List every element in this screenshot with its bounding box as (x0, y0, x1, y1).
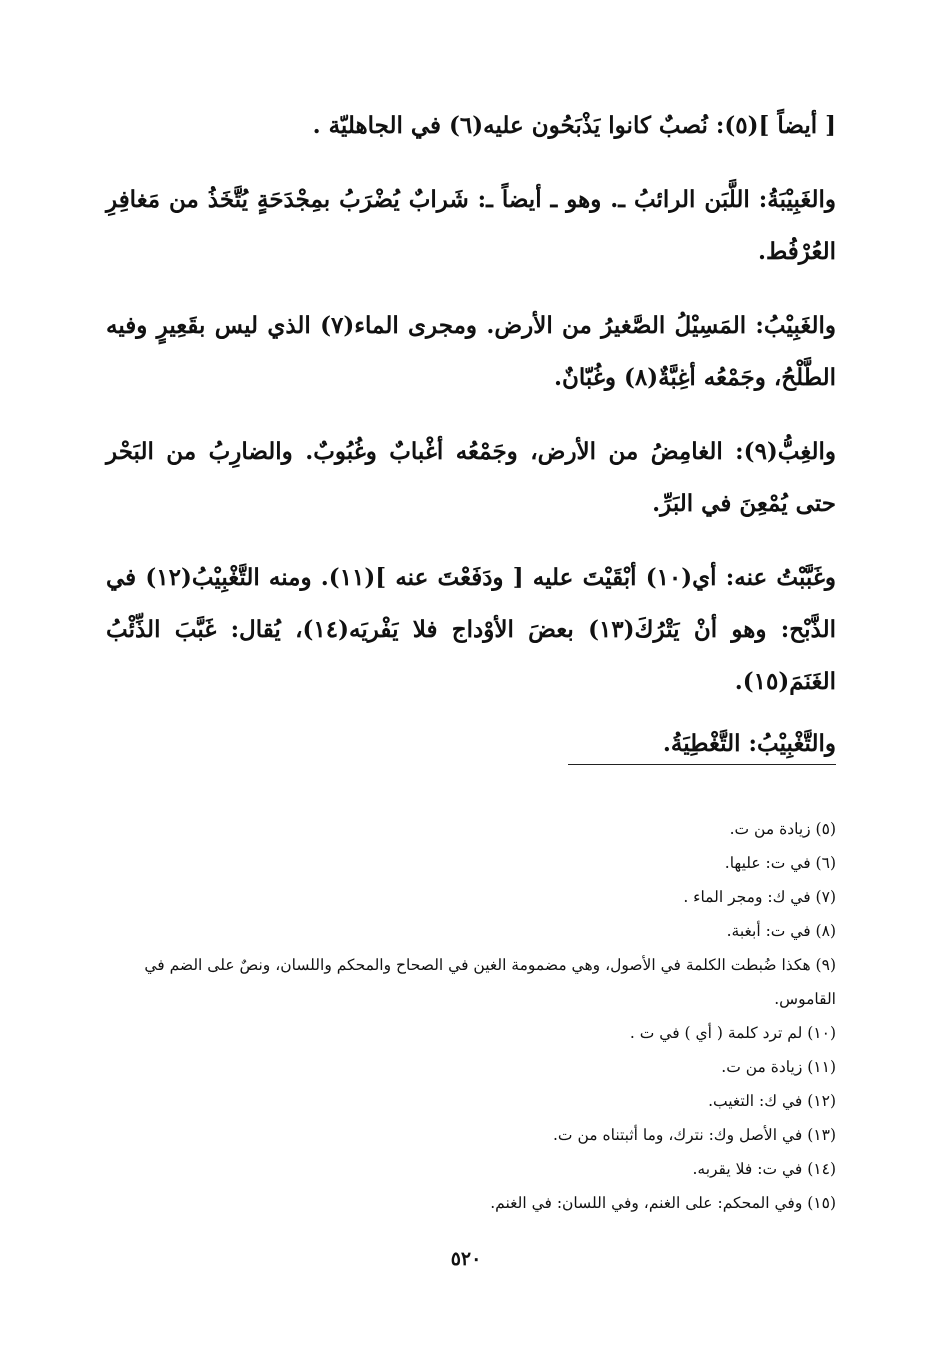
paragraph-5: وغَبَّبْتُ عنه: أي(١٠) أبْقَيْتَ عليه [ ودَفَعْتَ عنه ](١١). ومنه التَّغْبِيْبُ(١٢) في الذَّبْح: وهو أنْ يَتْرُكَ(١٣) بعضَ الأوْداج فلا يَفْريَه(١٤)، يُقال: غَبَّبَ الذِّئْبُ الغَنَمَ(١٥). (106, 564, 837, 695)
main-text (106, 100, 836, 792)
footnote-6: (٦) في ت: عليها. (724, 854, 836, 872)
footnote-12: (١٢) في ك: التغيب. (708, 1092, 836, 1110)
footnote-13: (١٣) في الأصل وك: نترك، وما أثبتناه من ت. (553, 1126, 836, 1144)
paragraph-4: والغِبُّ(٩): الغامِضُ من الأرض، وجَمْعُه أغْبابٌ وغُبُوبٌ. والضارِبُ من البَحْر حتى يُمْعِنَ في البَرِّ. (106, 438, 836, 517)
footnote-5: (٥) زيادة من ت. (729, 820, 836, 838)
footnotes (106, 812, 836, 1220)
footnote-15: (١٥) وفي المحكم: على الغنم، وفي اللسان: في الغنم. (490, 1194, 836, 1212)
paragraph-6: والتَّغْبِيْبُ: التَّغْطِيَةُ. (662, 730, 836, 757)
footnote-14: (١٤) في ت: فلا يقربه. (692, 1160, 836, 1178)
footnote-11: (١١) زيادة من ت. (721, 1058, 836, 1076)
footnote-10: (١٠) لم ترد كلمة ( أي ) في ت . (629, 1024, 836, 1042)
paragraph-2: والغَبِيْبَةُ: اللَّبَن الرائبُ ـ. وهو ـ أيضاً ـ: شَرابٌ يُضْرَبُ بمِجْدَحَةٍ يُتَّخَذُ من مَغافِرِ العُرْفُط. (106, 186, 836, 265)
footnote-8: (٨) في ت: أبغبة. (726, 922, 836, 940)
footnote-7: (٧) في ك: ومجر الماء . (683, 888, 836, 906)
page-number: ٥٢٠ (450, 1248, 482, 1270)
footnote-9: (٩) هكذا ضُبطت الكلمة في الأصول، وهي مضمومة الغين في الصحاح والمحكم واللسان، ونصٌ على الضم في القاموس. (144, 956, 836, 1008)
paragraph-1: [ أيضاً ](٥): نُصبٌ كانوا يَذْبَحُون عليه(٦) في الجاهليّة . (312, 112, 836, 139)
footnote-divider (568, 764, 836, 765)
paragraph-3: والغَبِيْبُ: المَسِيْلُ الصَّغيرُ من الأرض. ومجرى الماء(٧) الذي ليس بقَعِيرٍ وفيه الطَّلْحُ، وجَمْعُه أغِبَّةٌ(٨) وغُبّانٌ. (106, 312, 836, 391)
